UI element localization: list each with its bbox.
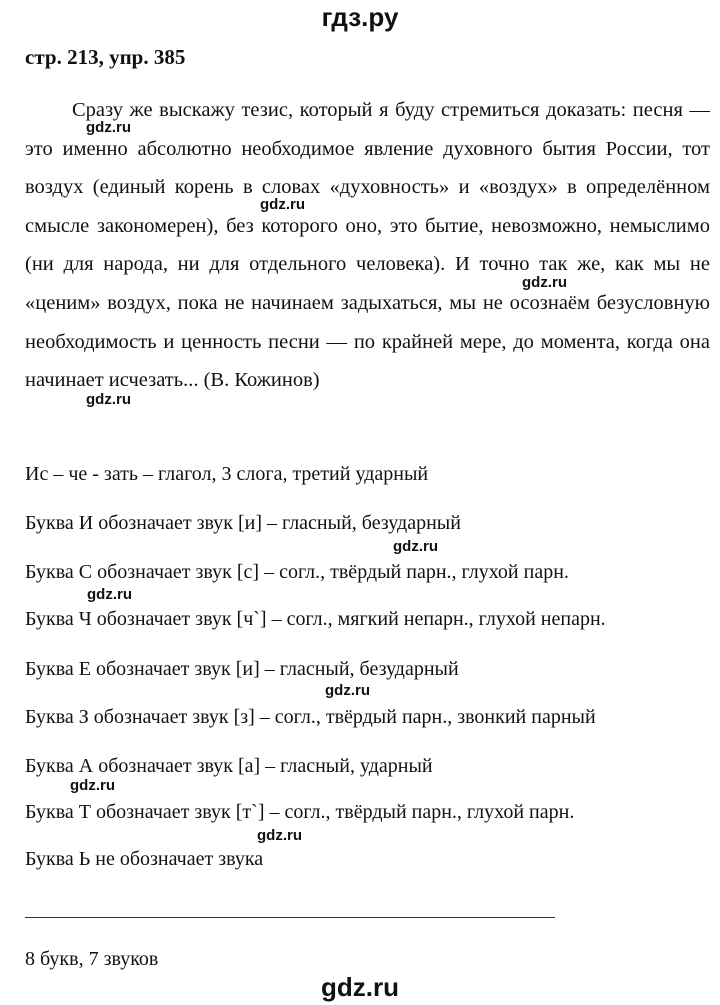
watermark: gdz.ru xyxy=(70,777,115,794)
divider-line xyxy=(25,917,555,918)
site-footer-title: gdz.ru xyxy=(321,972,399,1002)
watermark: gdz.ru xyxy=(260,196,305,213)
letter-analysis-line: Буква Т обозначает звук [т`] – согл., твёрдый парн., глухой парн. xyxy=(25,801,575,823)
letter-analysis-line: Буква А обозначает звук [а] – гласный, ударный xyxy=(25,755,433,777)
watermark: gdz.ru xyxy=(325,682,370,699)
watermark: gdz.ru xyxy=(87,586,132,603)
letter-analysis-line: Буква Ч обозначает звук [ч`] – согл., мягкий непарн., глухой непарн. xyxy=(25,608,606,630)
letter-analysis-line: Буква И обозначает звук [и] – гласный, безударный xyxy=(25,512,461,534)
watermark: gdz.ru xyxy=(86,119,131,136)
watermark: gdz.ru xyxy=(393,538,438,555)
quote-paragraph: Сразу же выскажу тезис, который я буду стремиться доказать: песня — это именно абсолютно необходимое явление духовного бытия России, тот воздух (единый корень в словах «духовность» и «воздух» в определённом смысле закономерен), без которого оно, это бытие, невозможно, немыслимо (ни для народа, ни для отдельного человека). И точно так же, как мы не «ценим» воздух, пока не начинаем задыхаться, мы не осознаём безусловную необходимость и ценность песни — по крайней мере, до момента, когда она начинает исчезать... (В. Кожинов) xyxy=(25,99,710,392)
site-header-title: гдз.ру xyxy=(321,2,399,32)
letter-analysis-line: Буква Е обозначает звук [и] – гласный, безударный xyxy=(25,658,459,680)
watermark: gdz.ru xyxy=(86,391,131,408)
syllable-analysis: Ис – че - зать – глагол, 3 слога, третий ударный xyxy=(25,463,429,485)
watermark: gdz.ru xyxy=(257,827,302,844)
summary-text: 8 букв, 7 звуков xyxy=(25,948,159,970)
page-reference: стр. 213, упр. 385 xyxy=(25,45,186,69)
watermark: gdz.ru xyxy=(522,274,567,291)
letter-analysis-line: Буква С обозначает звук [с] – согл., твёрдый парн., глухой парн. xyxy=(25,561,569,583)
letter-analysis-line: Буква Ь не обозначает звука xyxy=(25,848,264,870)
letter-analysis-line: Буква З обозначает звук [з] – согл., твёрдый парн., звонкий парный xyxy=(25,706,596,728)
